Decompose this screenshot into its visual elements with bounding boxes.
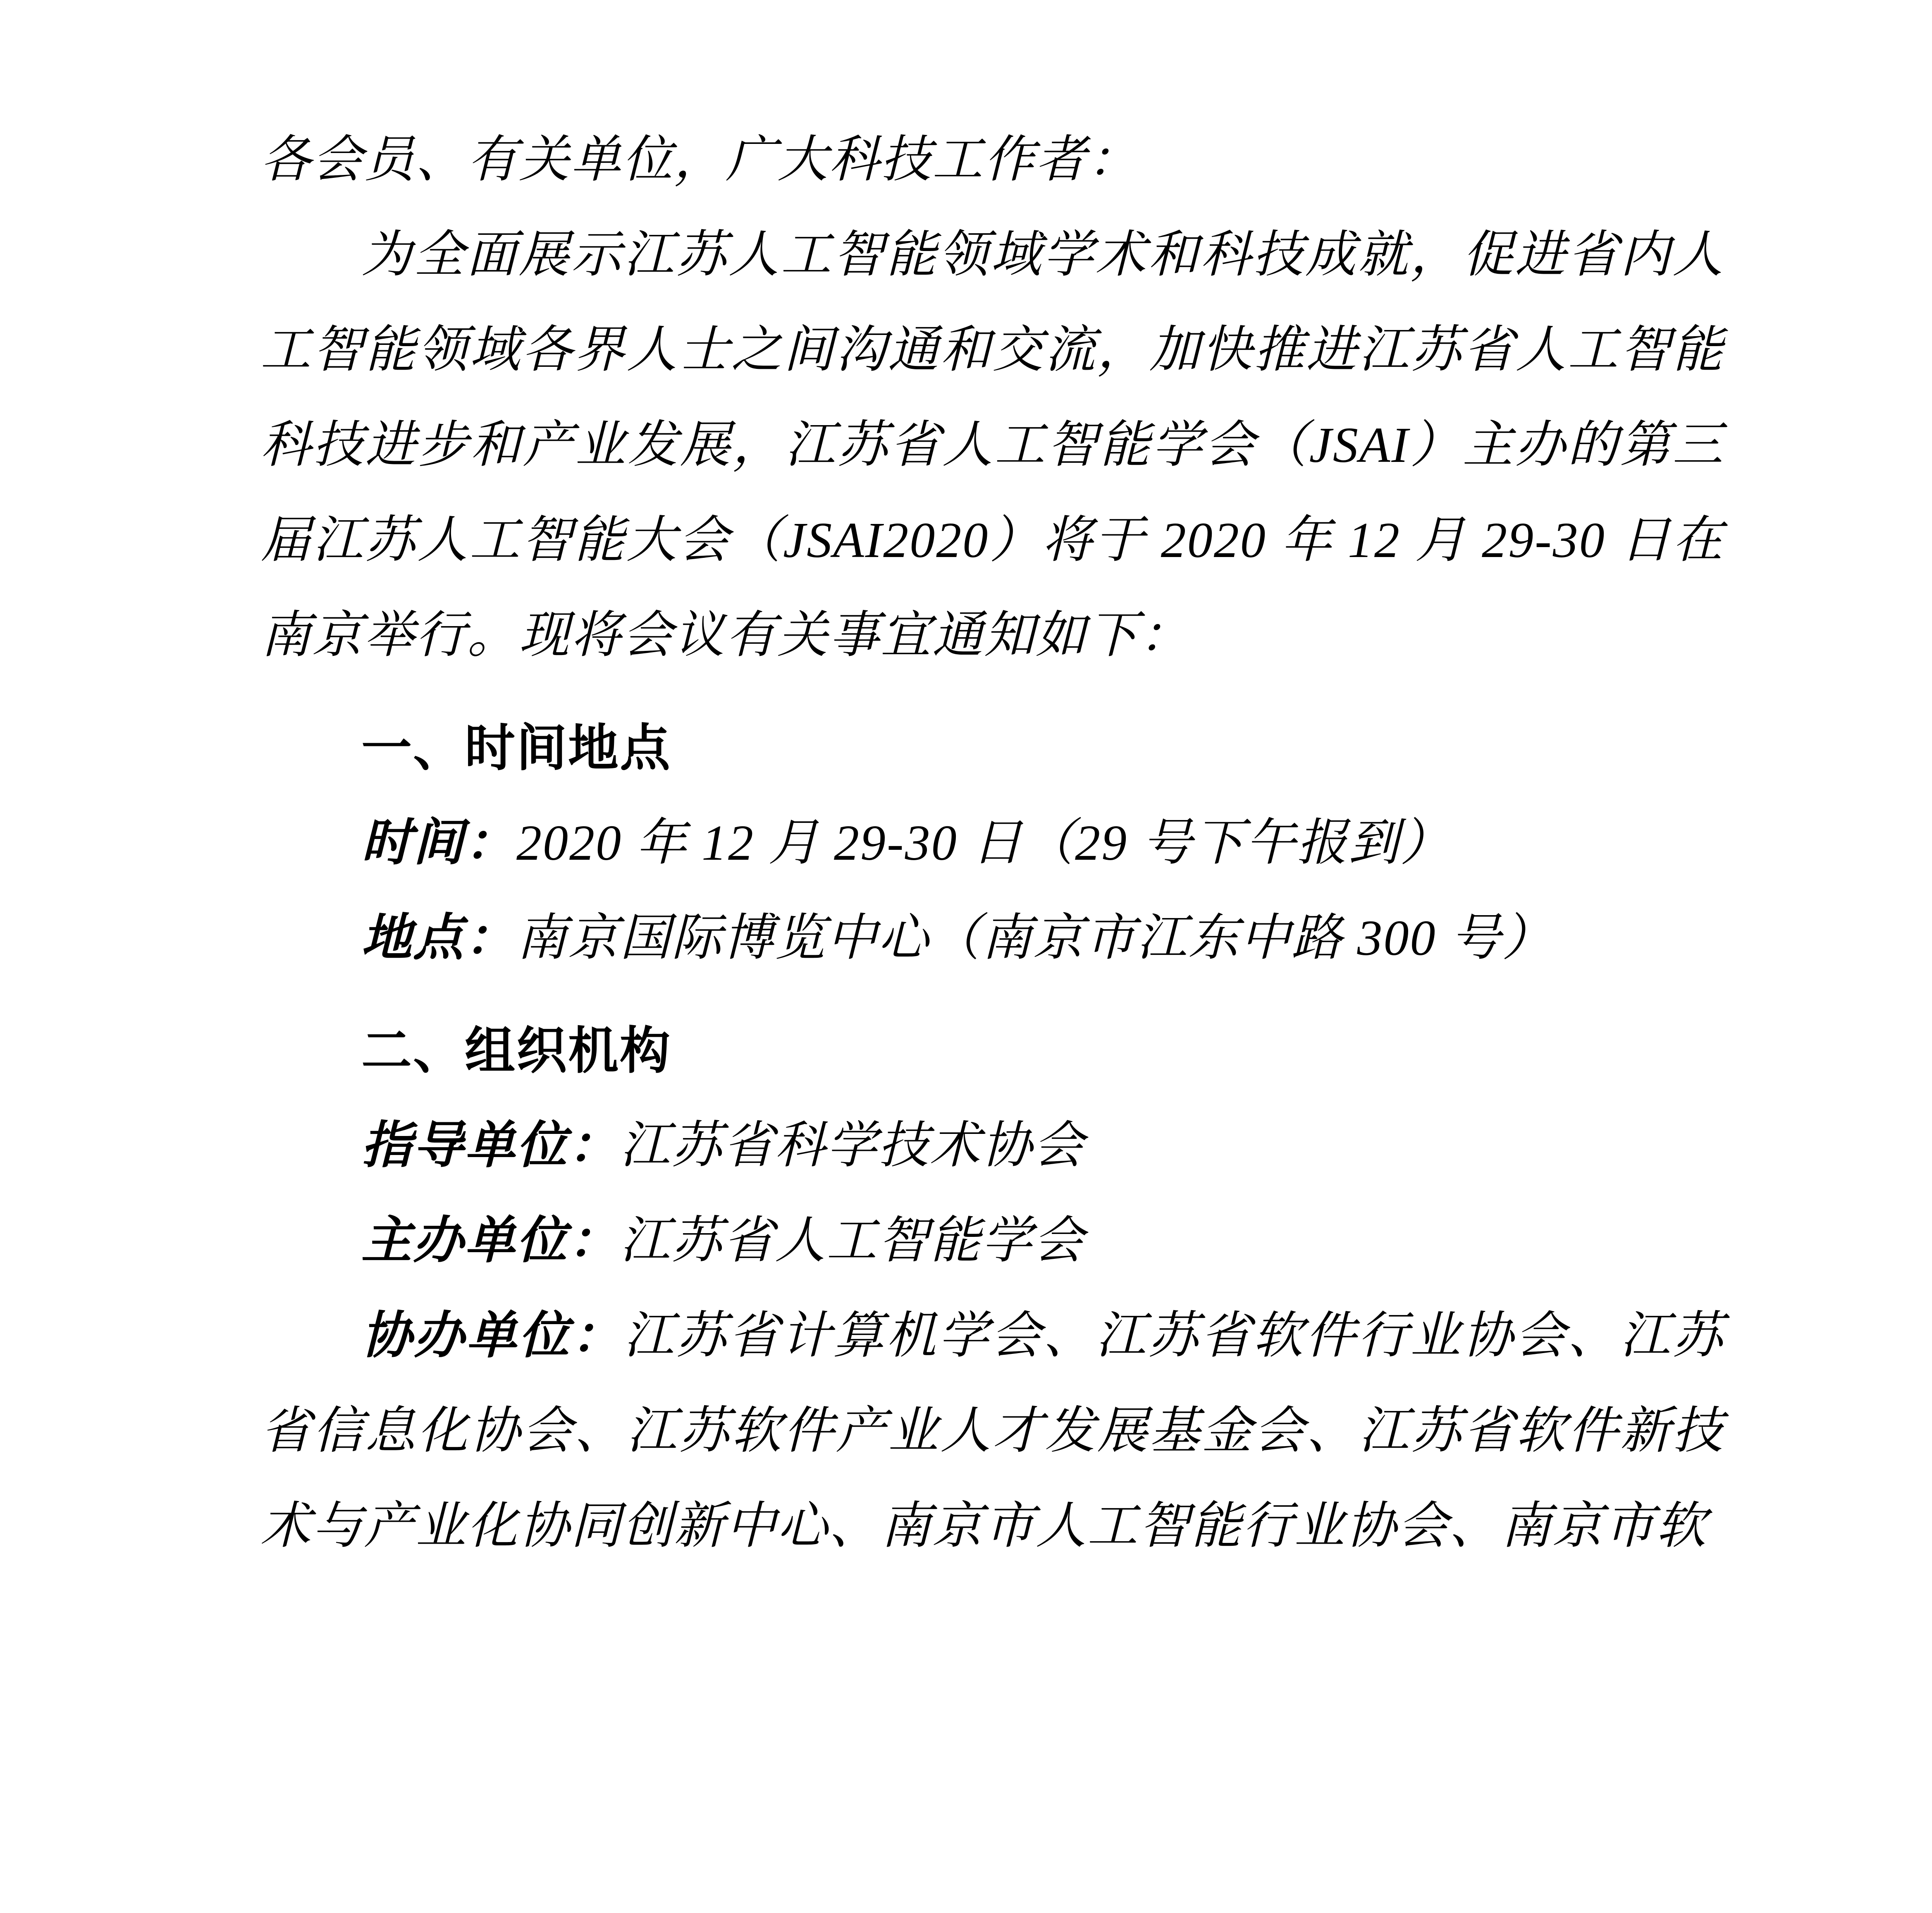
co-organizer-paragraph bbox=[260, 1289, 1724, 1574]
section-2-heading: 二、组织机构 bbox=[361, 1023, 671, 1079]
guidance-unit-label: 指导单位： bbox=[361, 1118, 620, 1174]
document-content bbox=[260, 112, 1724, 1574]
venue-value: 南京国际博览中心（南京市江东中路 300 号） bbox=[516, 910, 1554, 966]
time-label: 时间： bbox=[361, 815, 516, 871]
co-organizer-label: 协办单位： bbox=[361, 1308, 624, 1364]
section-1-heading: 一、时间地点 bbox=[361, 720, 671, 776]
salutation-line: 各会员、有关单位，广大科技工作者： bbox=[260, 132, 1139, 188]
time-line bbox=[260, 796, 1724, 891]
host-unit-value: 江苏省人工智能学会 bbox=[620, 1213, 1085, 1269]
venue-line bbox=[260, 891, 1724, 986]
host-unit-line bbox=[260, 1193, 1724, 1289]
intro-paragraph: 为全面展示江苏人工智能领域学术和科技成就，促进省内人工智能领域各界人士之间沟通和交流，加快推进江苏省人工智能科技进步和产业发展，江苏省人工智能学会（JSAI）主办的第三届江苏人工智能大会（JSAI2020）将于 2020 年 12 月 29-30 日在南京举行。现将会议有关事宜通知如下： bbox=[260, 227, 1724, 663]
co-organizer-value: 江苏省计算机学会、江苏省软件行业协会、江苏省信息化协会、江苏软件产业人才发展基金会、江苏省软件新技术与产业化协同创新中心、南京市人工智能行业协会、南京市软 bbox=[260, 1308, 1724, 1554]
guidance-unit-line bbox=[260, 1098, 1724, 1193]
guidance-unit-value: 江苏省科学技术协会 bbox=[620, 1118, 1085, 1174]
venue-label: 地点： bbox=[361, 910, 516, 966]
host-unit-label: 主办单位： bbox=[361, 1213, 620, 1269]
time-value: 2020 年 12 月 29-30 日（29 号下午报到） bbox=[516, 815, 1452, 871]
